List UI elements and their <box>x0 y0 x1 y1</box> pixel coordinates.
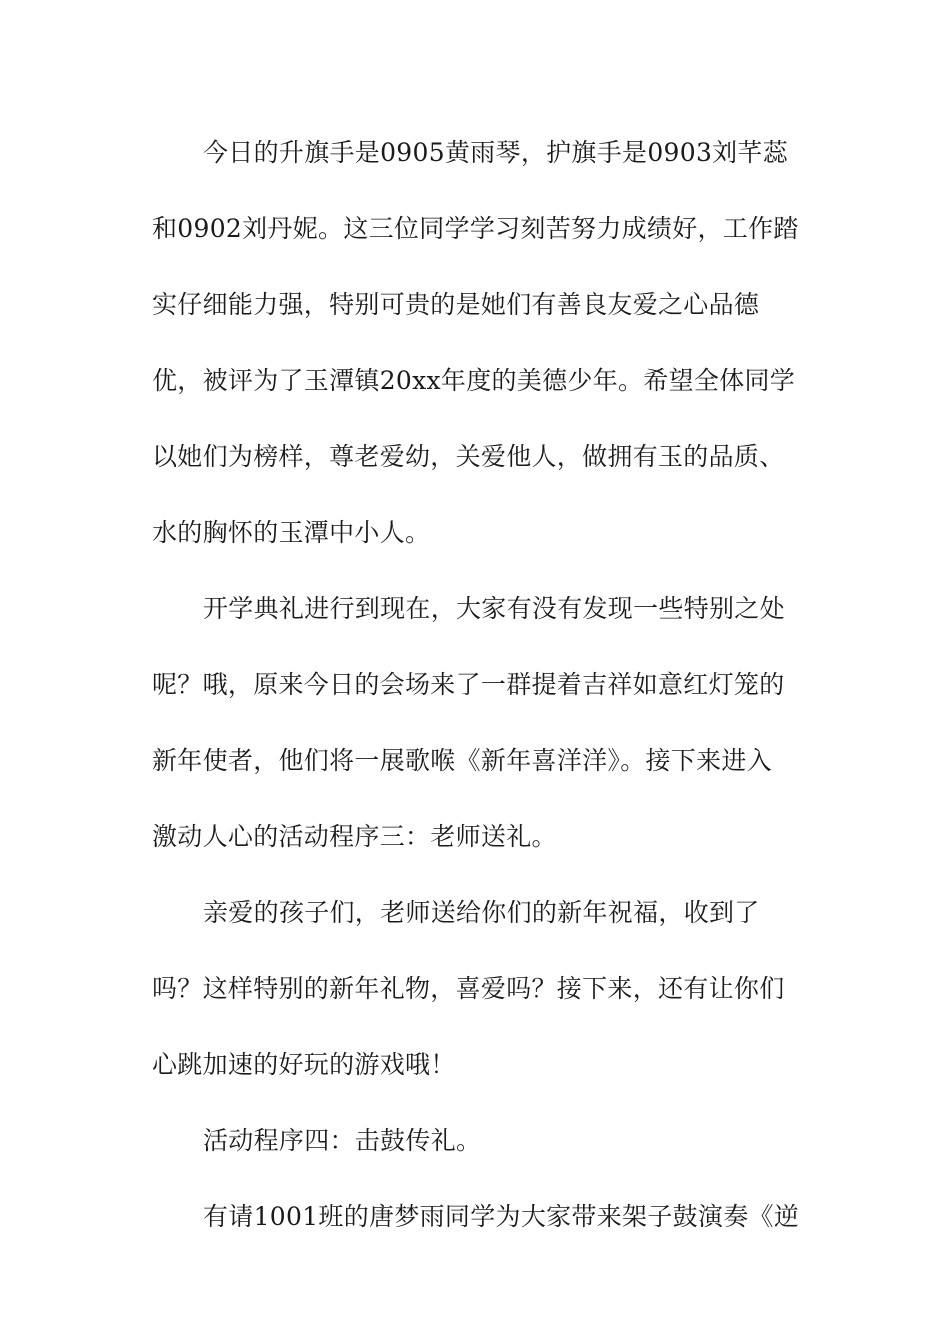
document-body <box>152 128 802 1268</box>
paragraph-5-line-1: 有请1001班的唐梦雨同学为大家带来架子鼓演奏《逆 <box>203 1202 800 1231</box>
paragraph-4-line-1: 活动程序四：击鼓传礼。 <box>203 1126 482 1155</box>
paragraph-2-line-3: 新年使者，他们将一展歌喉《新年喜洋洋》。接下来进入 <box>152 746 773 775</box>
paragraph-2-line-2: 呢？哦，原来今日的会场来了一群提着吉祥如意红灯笼的 <box>152 670 785 699</box>
paragraph-1-line-2: 和0902刘丹妮。这三位同学学习刻苦努力成绩好，工作踏 <box>152 214 799 243</box>
paragraph-1-line-6: 水的胸怀的玉潭中小人。 <box>152 518 431 547</box>
paragraph-3-line-1: 亲爱的孩子们，老师送给你们的新年祝福，收到了 <box>203 898 760 927</box>
paragraph-1-line-3: 实仔细能力强，特别可贵的是她们有善良友爱之心品德 <box>152 290 760 319</box>
paragraph-1-line-4: 优，被评为了玉潭镇20xx年度的美德少年。希望全体同学 <box>152 366 796 395</box>
paragraph-3-line-2: 吗？这样特别的新年礼物，喜爱吗？接下来，还有让你们 <box>152 974 785 1003</box>
paragraph-2-line-1: 开学典礼进行到现在，大家有没有发现一些特别之处 <box>203 594 785 623</box>
paragraph-3-line-3: 心跳加速的好玩的游戏哦！ <box>152 1050 456 1079</box>
paragraph-1-line-5: 以她们为榜样，尊老爱幼，关爱他人，做拥有玉的品质、 <box>152 442 785 471</box>
paragraph-1-line-1: 今日的升旗手是0905黄雨琴，护旗手是0903刘芊蕊 <box>203 138 789 167</box>
paragraph-2-line-4: 激动人心的活动程序三：老师送礼。 <box>152 822 557 851</box>
